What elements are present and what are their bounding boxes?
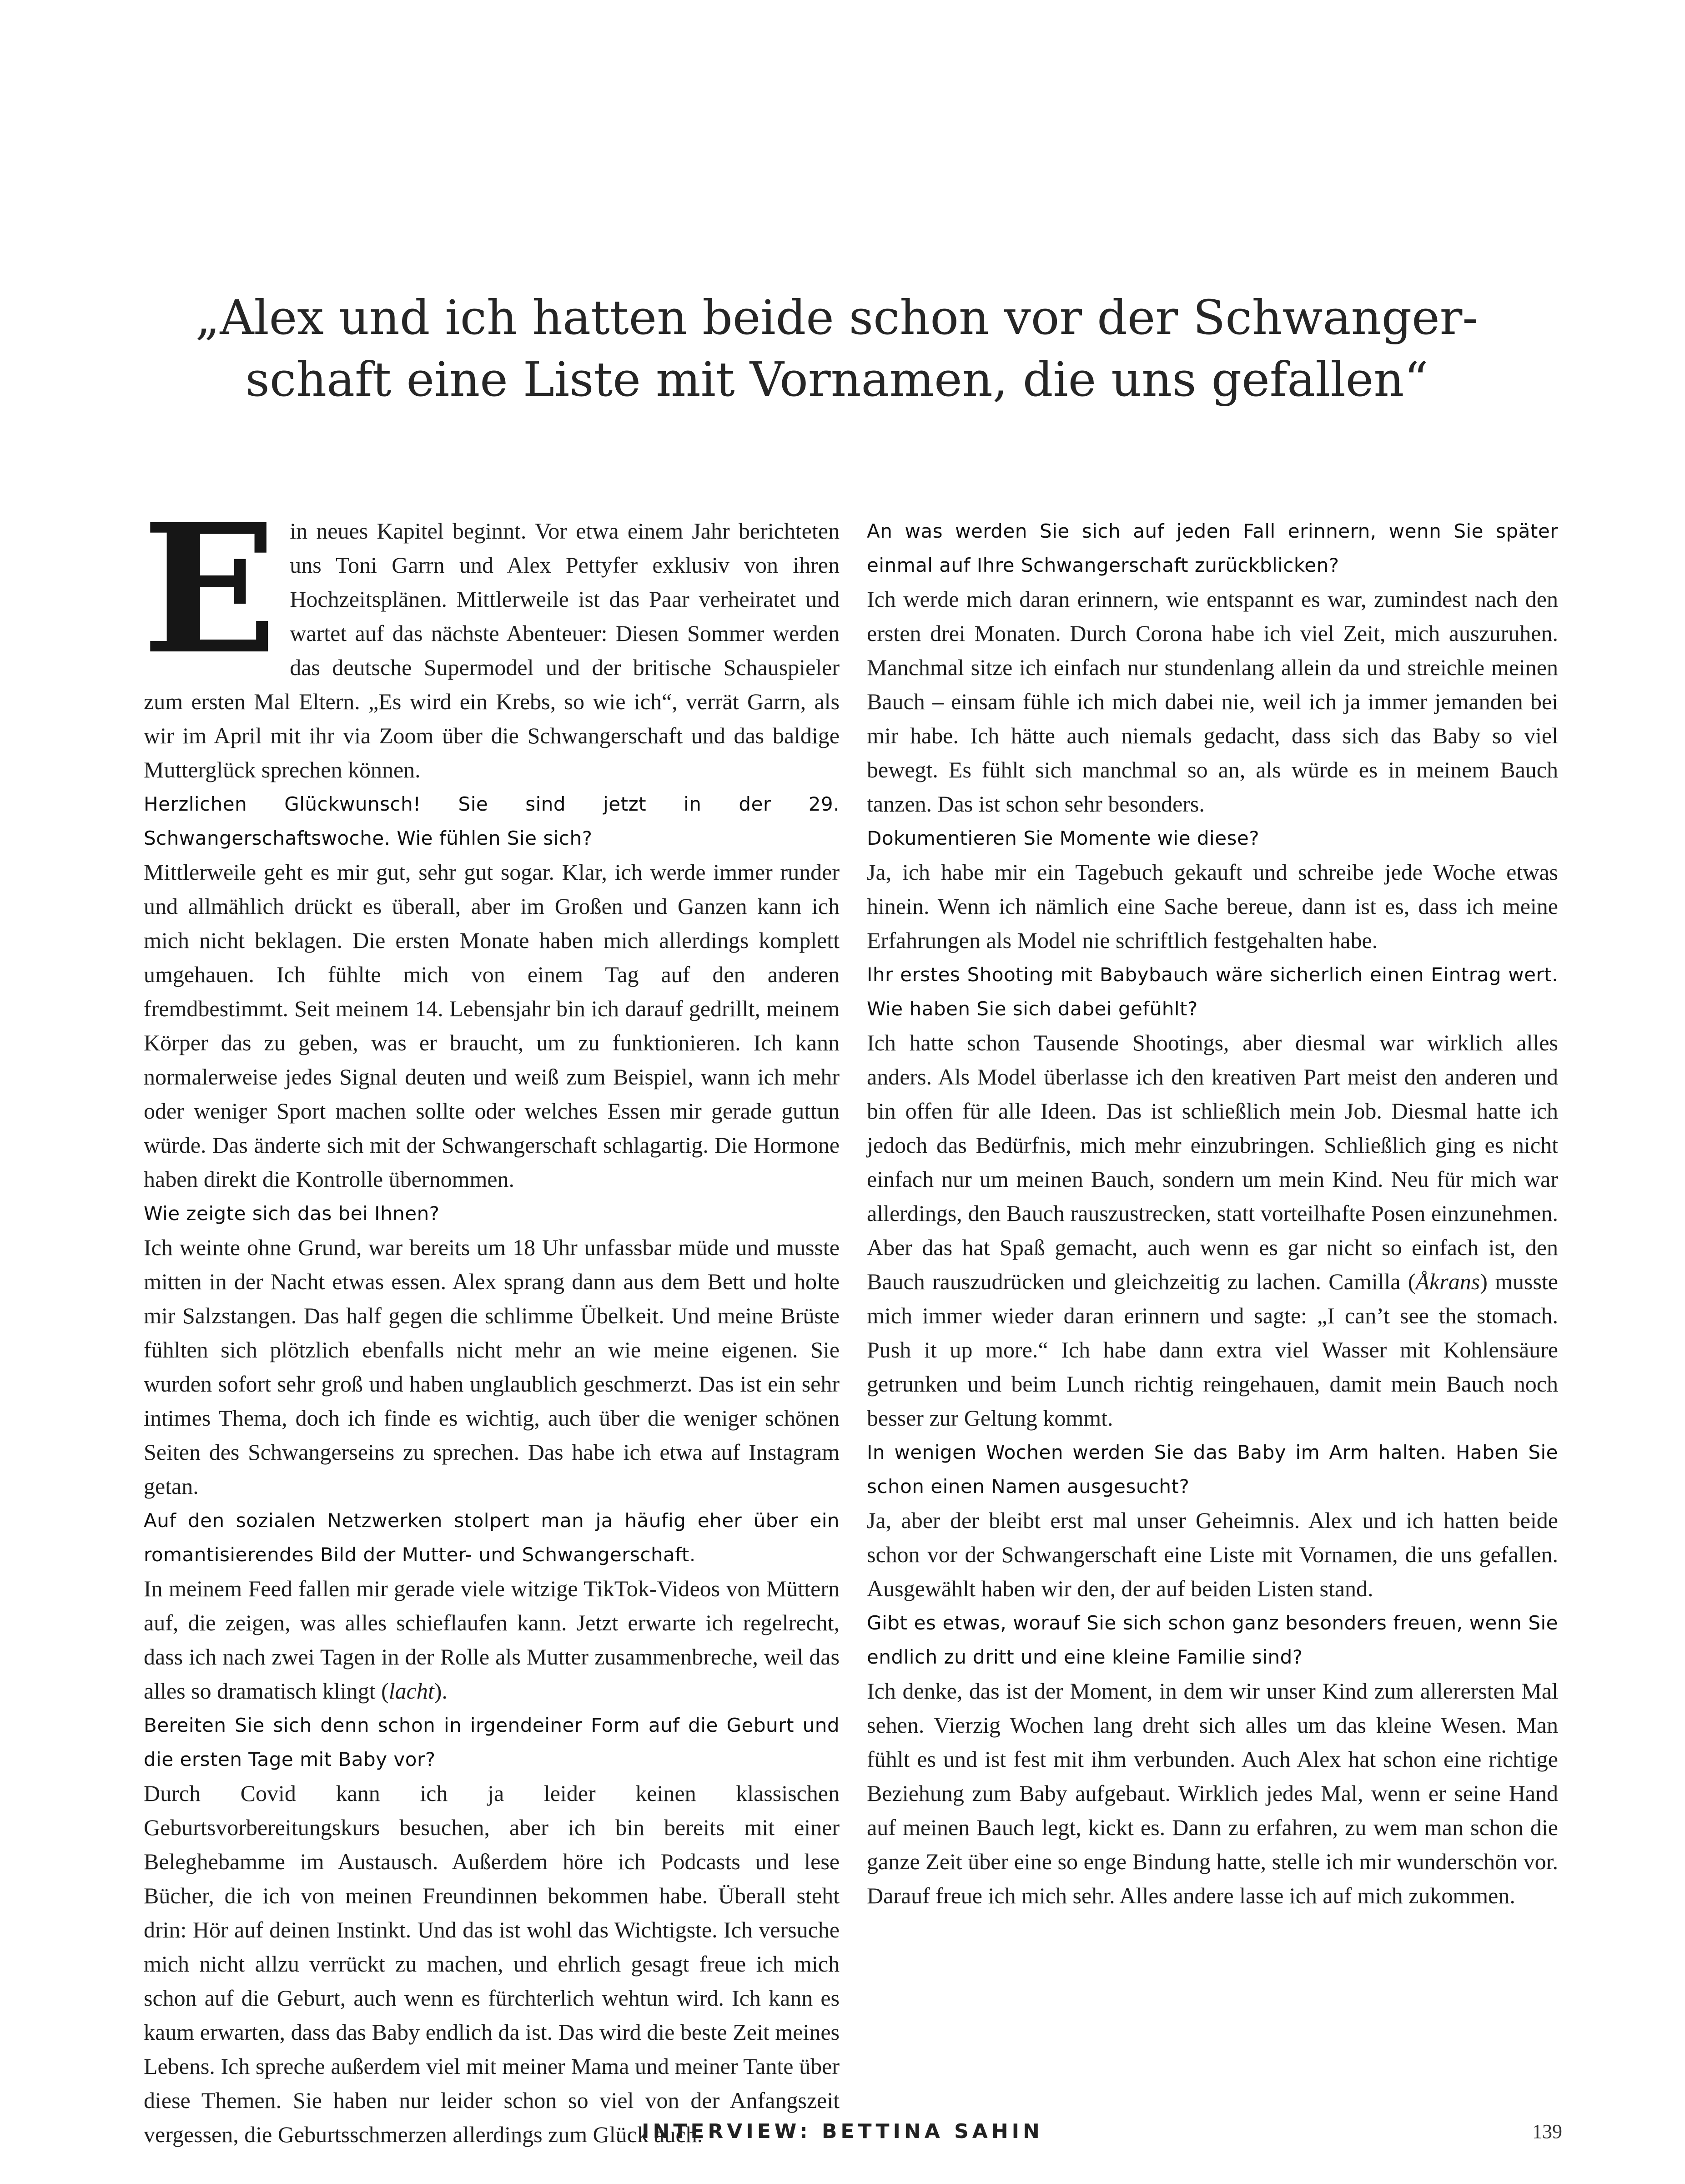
answer-5: Ich werde mich daran erinnern, wie entspannt es war, zumindest nach den ersten drei Monaten. Durch Corona habe ich viel Zeit, mich auszuruhen. Manchmal sitze ich einfach nur stundenlang allein da und streichle meinen Bauch – einsam fühle ich mich dabei nie, weil ich ja immer jemanden bei mir habe. Ich hätte auch niemals gedacht, dass sich das Baby so viel bewegt. Es fühlt sich manchmal so an, als würde es in meinem Bauch tanzen. Das ist schon sehr besonders.	[867, 586, 1558, 817]
answer-9: Ich denke, das ist der Moment, in dem wir unser Kind zum allerersten Mal sehen. Vierzig Wochen lang dreht sich alles um das kleine Wesen. Man fühlt es und ist fest mit ihm verbunden. Auch Alex hat schon eine richtige Beziehung zum Baby aufgebaut. Wirklich jedes Mal, wenn er seine Hand auf meinen Bauch legt, kickt es. Dann zu erfahren, zu wem man schon die ganze Zeit über eine so enge Bindung hatte, stelle ich mir wunderschön vor. Darauf freue ich mich sehr. Alles andere lasse ich auf mich zukommen.	[867, 1678, 1558, 1908]
answer-7-end: ) musste mich immer wieder daran erinnern und sagte: „I can’t see the stomach. Push it up more.“ Ich habe dann extra viel Wasser mit Kohlensäure getrunken und beim Lunch richtig reingehauen, damit mein Bauch noch besser zur Geltung kommt.	[867, 1269, 1559, 1431]
question-3: Auf den sozialen Netzwerken stolpert man ja häufig eher über ein romantisierendes Bild der Mutter- und Schwangerschaft.	[144, 1509, 840, 1566]
intro-text: in neues Kapitel beginnt. Vor etwa einem Jahr berichteten uns Toni Garrn und Alex Pettyfer exklusiv von ihren Hochzeitsplänen. Mittlerweile ist das Paar verheiratet und wartet auf das nächste Abenteuer: Diesen Sommer werden das deutsche Supermodel und der britische Schauspieler zum ersten Mal Eltern. „Es wird ein Krebs, so wie ich“, verrät Garrn, als wir im April mit ihr via Zoom über die Schwangerschaft und das baldige Mutterglück sprechen können.	[144, 518, 840, 782]
answer-3-italic: lacht	[388, 1678, 434, 1704]
drop-cap: E	[142, 485, 277, 693]
question-9: Gibt es etwas, worauf Sie sich schon ganz besonders freuen, wenn Sie endlich zu dritt und eine kleine Familie sind?	[867, 1612, 1558, 1668]
answer-8: Ja, aber der bleibt erst mal unser Geheimnis. Alex und ich hatten beide schon vor der Schwangerschaft eine Liste mit Vornamen, die uns gefallen. Ausgewählt haben wir den, der auf beiden Listen stand.	[867, 1508, 1558, 1601]
question-2: Wie zeigte sich das bei Ihnen?	[144, 1202, 440, 1225]
article-column-left	[142, 485, 840, 2152]
answer-4: Durch Covid kann ich ja leider keinen klassischen Geburtsvorbereitungskurs besuchen, aber ich bin bereits mit einer Beleghebamme im Austausch. Außerdem höre ich Podcasts und lese Bücher, die ich von meinen Freundinnen bekommen habe. Überall steht drin: Hör auf deinen Instinkt. Und das ist wohl das Wichtigste. Ich versuche mich nicht allzu verrückt zu machen, und ehrlich gesagt freue ich mich schon auf die Geburt, auch wenn es fürchterlich wehtun wird. Ich kann es kaum erwarten, dass das Baby endlich da ist. Das wird die beste Zeit meines Lebens. Ich spreche außerdem viel mit meiner Mama und meiner Tante über diese Themen. Sie haben nur leider schon so viel von der Anfangszeit vergessen, die Geburtsschmerzen allerdings zum Glück auch.	[144, 1780, 840, 2147]
pull-quote	[150, 287, 1524, 410]
answer-3-text: In meinem Feed fallen mir gerade viele witzige TikTok-Videos von Müttern auf, die zeigen, was alles schieflaufen kann. Jetzt erwarte ich regelrecht, dass ich nach zwei Tagen in der Rolle als Mutter zusammenbreche, weil das alles so dramatisch klingt (	[144, 1576, 840, 1704]
answer-1: Mittlerweile geht es mir gut, sehr gut sogar. Klar, ich werde immer runder und allmählich drückt es überall, aber im Großen und Ganzen kann ich mich nicht beklagen. Die ersten Monate haben mich allerdings komplett umgehauen. Ich fühlte mich von einem Tag auf den anderen fremdbestimmt. Seit meinem 14. Lebensjahr bin ich darauf gedrillt, meinem Körper das zu geben, was er braucht, um zu funktionieren. Ich kann normalerweise jedes Signal deuten und weiß zum Beispiel, wann ich mehr oder weniger Sport machen sollte oder welches Essen mir gerade guttun würde. Das änderte sich mit der Schwangerschaft schlagartig. Die Hormone haben direkt die Kontrolle übernommen.	[144, 859, 840, 1192]
question-5: An was werden Sie sich auf jeden Fall erinnern, wenn Sie später einmal auf Ihre Schwangerschaft zurückblicken?	[867, 520, 1558, 576]
answer-3-end: ).	[434, 1678, 448, 1704]
answer-7	[867, 1026, 1558, 1435]
question-7: Ihr erstes Shooting mit Babybauch wäre sicherlich einen Eintrag wert. Wie haben Sie sich dabei gefühlt?	[867, 963, 1558, 1020]
pull-quote-line-1: „Alex und ich hatten beide schon vor der Schwanger-	[195, 290, 1479, 345]
question-6: Dokumentieren Sie Momente wie diese?	[867, 827, 1260, 849]
answer-7-italic: Åkrans	[1415, 1269, 1480, 1294]
article-column-right	[867, 514, 1558, 1913]
question-8: In wenigen Wochen werden Sie das Baby im Arm halten. Haben Sie schon einen Namen ausgesucht?	[867, 1441, 1558, 1498]
question-4: Bereiten Sie sich denn schon in irgendeiner Form auf die Geburt und die ersten Tage mit Baby vor?	[144, 1714, 840, 1770]
answer-3	[144, 1572, 840, 1708]
interview-credit: INTERVIEW: BETTINA SAHIN	[642, 2120, 1043, 2143]
page-number: 139	[1532, 2120, 1562, 2143]
answer-7-text: Ich hatte schon Tausende Shootings, aber diesmal war wirklich alles anders. Als Model überlasse ich den kreativen Part meist den anderen und bin offen für alle Ideen. Das ist schließlich mein Job. Diesmal hatte ich jedoch das Bedürfnis, mich mehr einzubringen. Schließlich ging es nicht einfach nur um meinen Bauch, sondern um mein Kind. Neu für mich war allerdings, den Bauch rauszustrecken, statt vorteilhafte Posen einzunehmen. Aber das hat Spaß gemacht, auch wenn es gar nicht so einfach ist, den Bauch rauszudrücken und gleichzeitig zu lachen. Camilla (	[867, 1030, 1558, 1294]
intro-paragraph	[142, 485, 840, 787]
answer-2: Ich weinte ohne Grund, war bereits um 18 Uhr unfassbar müde und musste mitten in der Nacht etwas essen. Alex sprang dann aus dem Bett und holte mir Salzstangen. Das half gegen die schlimme Übelkeit. Und meine Brüste fühlten sich plötzlich ebenfalls nicht mehr an wie meine eigenen. Sie wurden sofort sehr groß und haben unglaublich geschmerzt. Das ist ein sehr intimes Thema, doch ich finde es wichtig, auch über die weniger schönen Seiten des Schwangerseins zu sprechen. Das habe ich etwa auf Instagram getan.	[144, 1235, 840, 1499]
question-1: Herzlichen Glückwunsch! Sie sind jetzt in der 29. Schwangerschaftswoche. Wie fühlen Sie sich?	[144, 793, 840, 849]
answer-6: Ja, ich habe mir ein Tagebuch gekauft und schreibe jede Woche etwas hinein. Wenn ich nämlich eine Sache bereue, dann ist es, dass ich meine Erfahrungen als Model nie schriftlich festgehalten habe.	[867, 859, 1558, 953]
pull-quote-line-2: schaft eine Liste mit Vornamen, die uns gefallen“	[245, 352, 1428, 407]
